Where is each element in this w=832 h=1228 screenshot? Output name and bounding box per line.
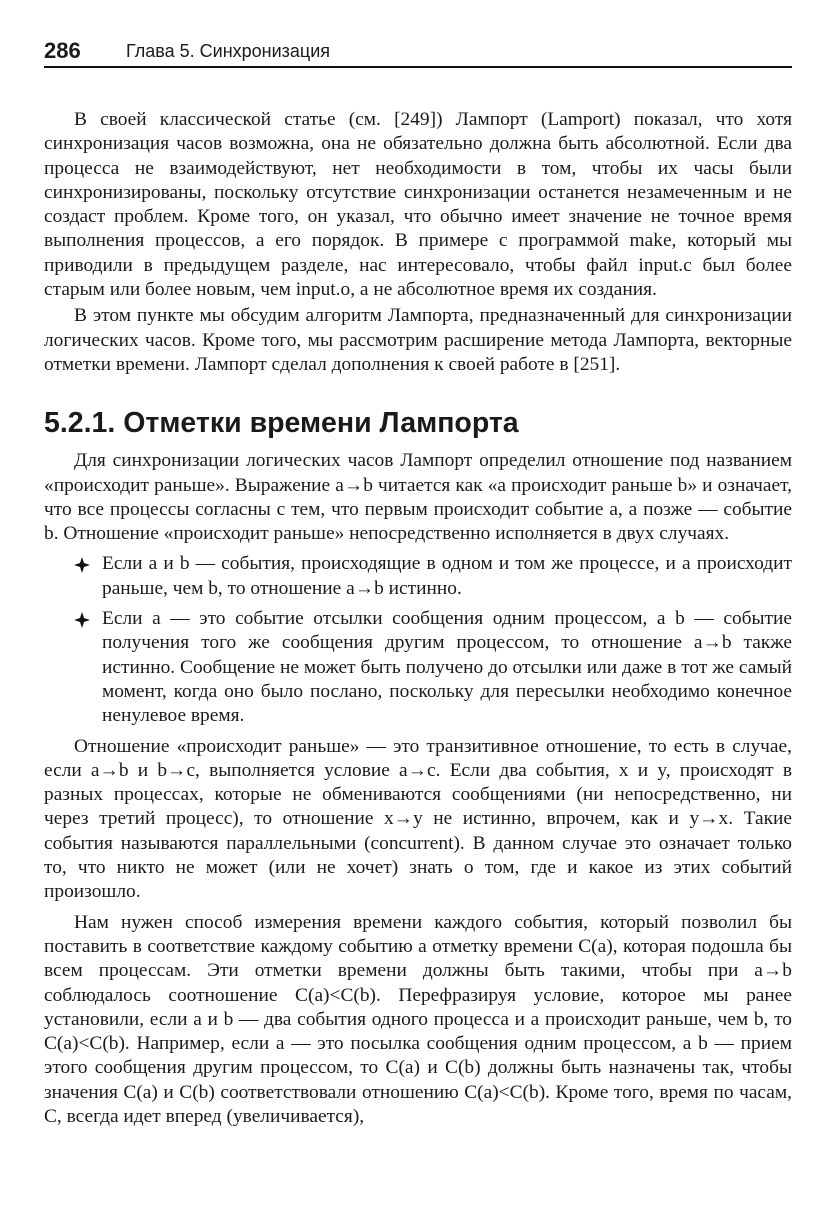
list-item [44,607,792,728]
paragraph-intro: В своей классической статье (см. [249]) Лампорт (Lamport) показал, что хотя синхронизация часов возможна, она не обязательно должна быть абсолютной. Если два процесса не взаимодействуют, нет необходимости в том, чтобы их часы были синхронизированы, поскольку отсутствие синхронизации останется незамеченным и не создаст проблем. Кроме того, он указал, что обычно имеет значение не точное время выполнения процессов, а его порядок. В примере с программой make, который мы приводили в предыдущем разделе, нас интересовало, чтобы файл input.c был более старым или более новым, чем input.o, а не абсолютное время их создания. [44,109,792,301]
list-item-text: Если a — это событие отсылки сообщения одним процессом, а b — событие получения того же сообщения другим процессом, то отношение a→b также истинно. Сообщение не может быть получено до отсылки или даже в тот же самый момент, когда оно было послано, поскольку для пересылки необходимо конечное ненулевое время. [102,608,792,727]
paragraph-transitivity: Отношение «происходит раньше» — это транзитивное отношение, то есть в случае, если a→b и b→c, выполняется условие a→c. Если два события, x и y, происходят в разных процессах, которые не обмениваются сообщениями (ни непосредственно, ни через третий процесс), то отношение x→y не истинно, впрочем, как и y→x. Такие события называются параллельными (concurrent). В данном случае это означает только то, что никто не может (или не хочет) знать о том, где и какое из этих событий произошло. [44,735,792,903]
paragraph-overview: В этом пункте мы обсудим алгоритм Лампорта, предназначенный для синхронизации логических часов. Кроме того, мы рассмотрим расширение метода Лампорта, векторные отметки времени. Лампорт сделал дополнения к своей работе в [251]. [44,305,792,375]
list-item-text: Если a и b — события, происходящие в одном и том же процессе, и a происходит раньше, чем b, то отношение a→b истинно. [102,553,792,599]
section-heading: 5.2.1. Отметки времени Лампорта [44,407,519,440]
list-item [44,552,792,601]
paragraph-timestamps: Нам нужен способ измерения времени каждого события, который позволил бы поставить в соответствие каждому событию a отметку времени C(a), которая подошла бы всем процессам. Эти отметки времени должны быть такими, чтобы при a→b соблюдалось соотношение C(a)<C(b). Перефразируя условие, которое мы ранее установили, если a и b — два события одного процесса и a происходит раньше, чем b, то C(a)<C(b). Например, если a — это посылка сообщения одним процессом, а b — прием этого сообщения другим процессом, то C(a) и C(b) должны быть назначены так, чтобы значения C(a) и C(b) соответствовали отношению C(a)<C(b). Кроме того, время по часам, C, всегда идет вперед (увеличивается), [44,911,792,1127]
page-body [44,108,792,1129]
four-point-star-icon [74,557,90,573]
running-header [44,36,792,68]
paragraph-definition: Для синхронизации логических часов Лампорт определил отношение под названием «происходит раньше». Выражение a→b читается как «a происходит раньше b» и означает, что все процессы согласны с тем, что первым происходит событие a, а позже — событие b. Отношение «происходит раньше» непосредственно исполняется в двух случаях. [44,450,792,545]
page-number: 286 [44,38,81,63]
chapter-title: Глава 5. Синхронизация [126,41,331,61]
four-point-star-icon [74,612,90,628]
bullet-list [44,552,792,728]
